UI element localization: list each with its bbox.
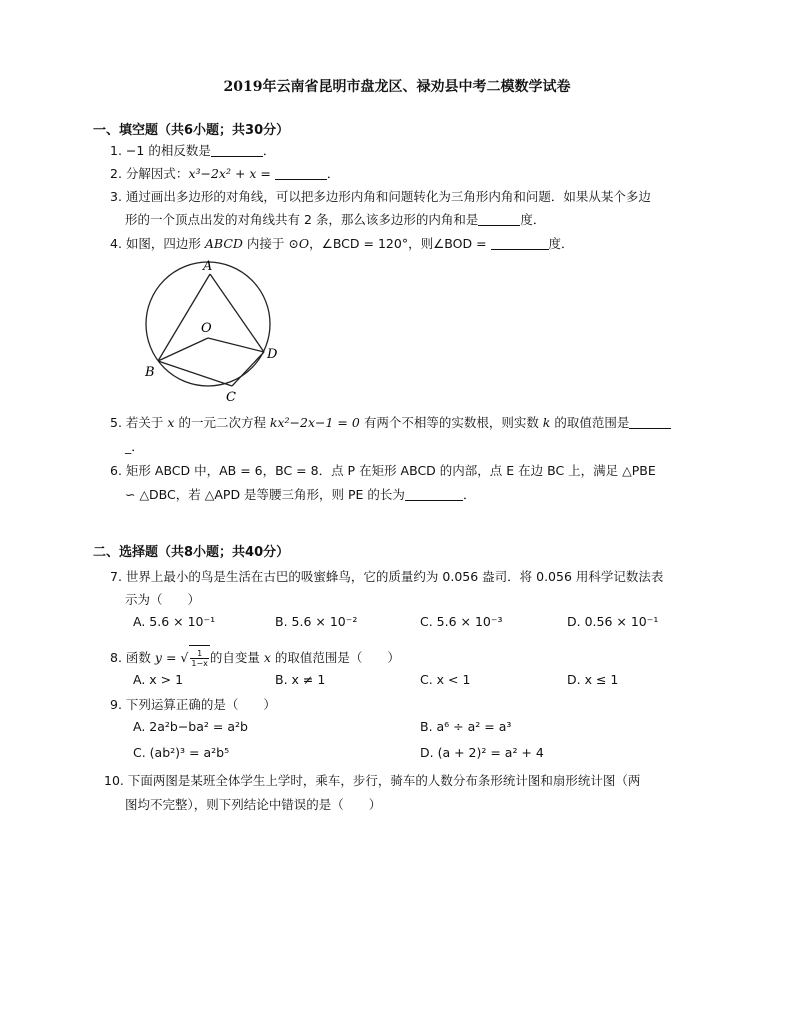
- question-text: ∽ △DBC，若 △APD 是等腰三角形，则 PE 的长为: [125, 487, 405, 502]
- question-end: ．: [326, 166, 340, 181]
- question-2: [110, 165, 339, 183]
- q7-option-b[interactable]: B. 5.6 × 10⁻²: [275, 614, 358, 629]
- question-number: 1.: [110, 143, 122, 158]
- question-number: 3.: [110, 189, 122, 204]
- question-number: 4.: [110, 236, 122, 251]
- q8-option-c[interactable]: C. x < 1: [420, 672, 471, 687]
- fraction-denominator: 1−x: [191, 659, 208, 668]
- segment-bc: [158, 361, 232, 386]
- segment-ab: [158, 274, 210, 361]
- question-end: ．: [462, 487, 476, 502]
- math-var: x: [167, 415, 175, 430]
- question-number: 7.: [110, 569, 122, 584]
- math-var: x: [263, 650, 271, 665]
- question-1: [110, 142, 275, 160]
- label-a: A: [203, 259, 213, 274]
- question-text: 世界上最小的鸟是生活在古巴的吸蜜蜂鸟，它的质量约为 0.056 盎司．将 0.056 用科学记数法表: [125, 569, 664, 584]
- math-quad: ABCD: [204, 236, 243, 251]
- math-var: k: [542, 415, 551, 430]
- q8-option-b[interactable]: B. x ≠ 1: [275, 672, 326, 687]
- question-8: [110, 645, 400, 670]
- question-5: [110, 414, 671, 432]
- math-circle: ⊙O: [288, 236, 310, 251]
- question-number: 9.: [110, 697, 122, 712]
- question-text: 下面两图是某班全体学生上学时，乘车，步行，骑车的人数分布条形统计图和扇形统计图（两: [127, 773, 641, 788]
- page-title: 2019年云南省昆明市盘龙区、禄劝县中考二模数学试卷: [223, 79, 571, 95]
- question-text: 函数: [125, 650, 155, 665]
- math-expression: y =: [154, 650, 177, 665]
- answer-blank[interactable]: [405, 486, 463, 501]
- sqrt-radicand: [189, 645, 210, 670]
- question-text: 通过画出多边形的对角线，可以把多边形内角和问题转化为三角形内角和问题．如果从某个多边: [125, 189, 651, 204]
- section-heading-fill-blank: 一、填空题（共6小题；共30分）: [93, 123, 290, 138]
- question-text: 形的一个顶点出发的对角线共有 2 条，那么该多边形的内角和是: [125, 212, 479, 227]
- section-heading-multiple-choice: 二、选择题（共8小题；共40分）: [93, 545, 290, 560]
- fraction-numerator: 1: [190, 649, 209, 659]
- question-7: [110, 568, 663, 586]
- label-d: D: [267, 347, 278, 362]
- fraction: [190, 649, 209, 668]
- question-end: 度．: [520, 212, 546, 227]
- question-text: ，∠BCD = 120°，则∠BOD =: [309, 236, 487, 251]
- question-text: 有两个不相等的实数根，则实数: [359, 415, 543, 430]
- circle-quadrilateral-figure: [140, 258, 290, 408]
- question-text: 的取值范围是: [550, 415, 630, 430]
- question-3: [110, 188, 651, 206]
- answer-blank[interactable]: [491, 235, 549, 250]
- question-text: 如图，四边形: [125, 236, 205, 251]
- question-4: [110, 235, 574, 253]
- question-text: 若关于: [125, 415, 168, 430]
- question-text: 下列运算正确的是（ ）: [125, 697, 276, 712]
- q8-option-d[interactable]: D. x ≤ 1: [567, 672, 619, 687]
- question-number: 2.: [110, 166, 122, 181]
- question-text: 的一元二次方程: [174, 415, 270, 430]
- question-6: [110, 462, 656, 480]
- sqrt-symbol: √: [180, 650, 189, 665]
- label-c: C: [226, 390, 236, 405]
- q9-option-d[interactable]: D. (a + 2)² = a² + 4: [420, 745, 544, 760]
- question-number: 8.: [110, 650, 122, 665]
- label-o: O: [201, 321, 212, 336]
- q8-option-a[interactable]: A. x > 1: [133, 672, 184, 687]
- question-text: 分解因式：: [125, 166, 189, 181]
- math-equation: kx²−2x−1 = 0: [269, 415, 360, 430]
- q9-option-a[interactable]: A. 2a²b−ba² = a²b: [133, 719, 248, 734]
- q9-option-c[interactable]: C. (ab²)³ = a²b⁵: [133, 745, 230, 760]
- question-10: [104, 772, 640, 790]
- question-text: 矩形 ABCD 中，AB = 6，BC = 8．点 P 在矩形 ABCD 的内部，点 E 在边 BC 上，满足 △PBE: [125, 463, 656, 478]
- label-b: B: [145, 365, 155, 380]
- question-text: 内接于: [242, 236, 289, 251]
- q7-option-d[interactable]: D. 0.56 × 10⁻¹: [567, 614, 659, 629]
- answer-blank[interactable]: [275, 165, 327, 180]
- question-text: 的取值范围是（ ）: [270, 650, 400, 665]
- question-7-line-2: 示为（ ）: [125, 592, 201, 607]
- question-3-line-2: [125, 211, 545, 229]
- question-6-line-2: [125, 486, 475, 504]
- question-text: 的自变量: [209, 650, 264, 665]
- segment-cd: [232, 352, 264, 386]
- question-number: 6.: [110, 463, 122, 478]
- q7-option-a[interactable]: A. 5.6 × 10⁻¹: [133, 614, 216, 629]
- question-9: [110, 696, 276, 714]
- question-number: 10.: [104, 773, 124, 788]
- answer-blank[interactable]: [211, 142, 263, 157]
- question-number: 5.: [110, 415, 122, 430]
- q9-option-b[interactable]: B. a⁶ ÷ a² = a³: [420, 719, 512, 734]
- answer-blank[interactable]: [478, 211, 520, 226]
- question-5-line-2: _．: [125, 439, 144, 454]
- answer-blank[interactable]: [629, 414, 671, 429]
- q7-option-c[interactable]: C. 5.6 × 10⁻³: [420, 614, 503, 629]
- question-10-line-2: 图均不完整），则下列结论中错误的是（ ）: [125, 797, 382, 812]
- math-expression: x³−2x² + x =: [188, 166, 271, 181]
- question-end: ．: [262, 143, 276, 158]
- question-text: −1 的相反数是: [125, 143, 211, 158]
- question-end: 度．: [548, 236, 574, 251]
